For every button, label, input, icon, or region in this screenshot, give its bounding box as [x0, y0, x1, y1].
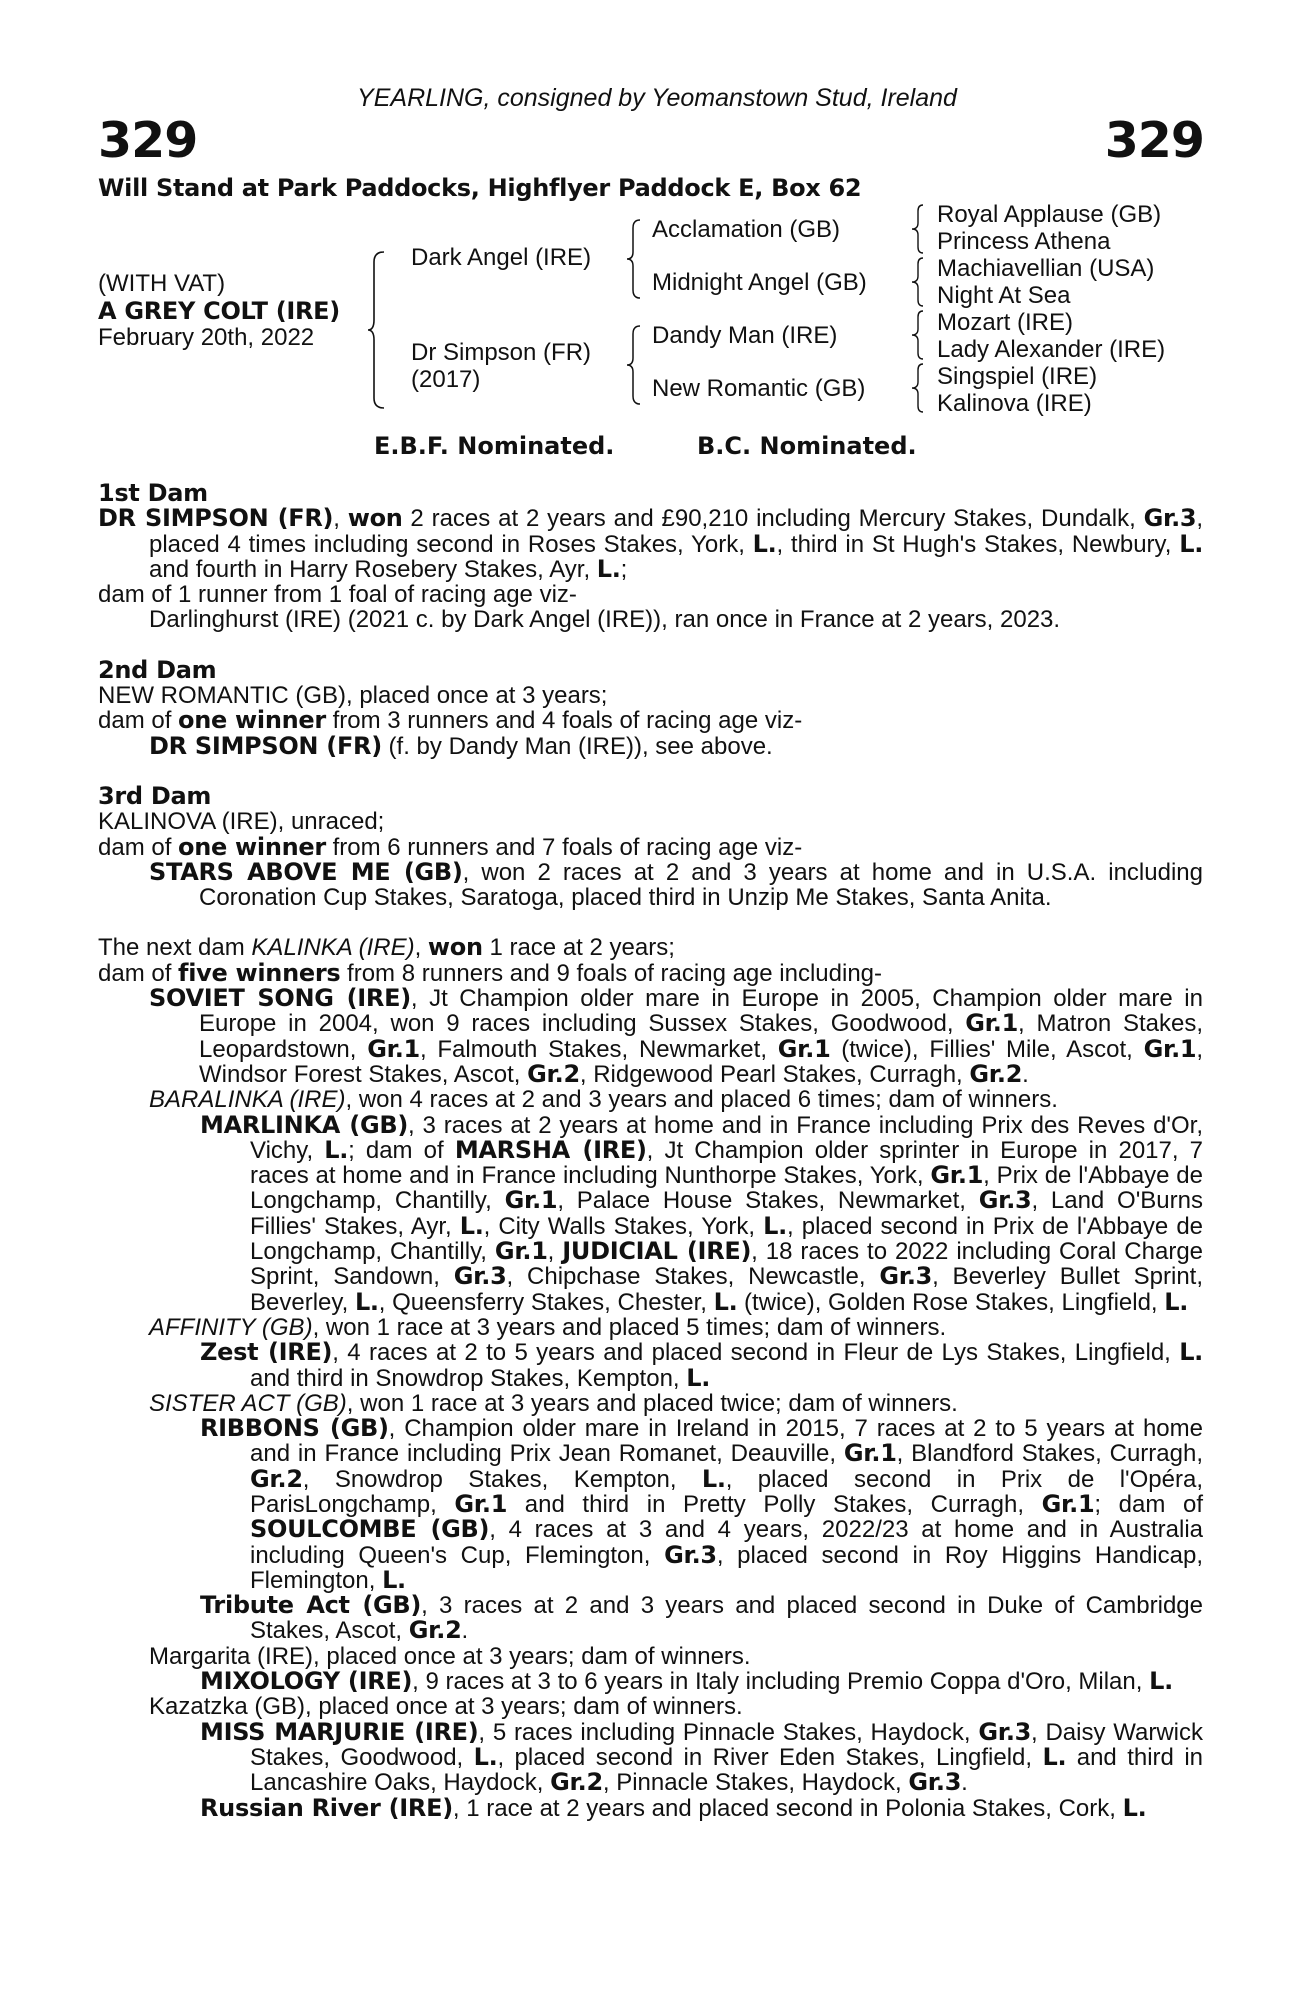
sds: Machiavellian (USA): [937, 255, 1155, 282]
second-dam-entry: NEW ROMANTIC (GB), placed once at 3 years;: [98, 682, 608, 710]
lot-name: A GREY COLT (IRE): [98, 297, 340, 325]
brace-7: [912, 362, 926, 414]
produce-margarita: Margarita (IRE), placed once at 3 years; dam of winners.: [149, 1642, 751, 1670]
third-dam-heading: 3rd Dam: [98, 781, 212, 810]
stabling-location: Will Stand at Park Paddocks, Highflyer Paddock E, Box 62: [98, 174, 862, 202]
dds: Singspiel (IRE): [937, 363, 1098, 390]
produce-mixology: MIXOLOGY (IRE), 9 races at 3 to 6 years in Italy including Premio Coppa d'Oro, Milan, L.: [200, 1667, 1173, 1696]
produce-soviet-song: SOVIET SONG (IRE), Jt Champion older mare in Europe in 2005, Champion older mare in Europe in 2004, won 9 races including Sussex Stakes, Goodwood, Gr.1, Matron Stakes, Leopardstown, Gr.1, Falmouth Stakes, Newmarket, Gr.1 (twice), Fillies' Mile, Ascot, Gr.1, Windsor Forest Stakes, Ascot, Gr.2, Ridgewood Pearl Stakes, Curragh, Gr.2.: [149, 984, 1203, 1088]
sire-dam: Midnight Angel (GB): [652, 269, 867, 296]
brace-6: [912, 309, 926, 361]
sire: Dark Angel (IRE): [411, 244, 592, 271]
produce-affinity: AFFINITY (GB), won 1 race at 3 years and placed 5 times; dam of winners.: [149, 1313, 947, 1341]
produce-marlinka: MARLINKA (GB), 3 races at 2 years at home and in France including Prix des Reves d'Or, Vichy, L.; dam of MARSHA (IRE), Jt Champion older sprinter in Europe in 2017, 7 races at home and in France including Nunthorpe Stakes, York, Gr.1, Prix de l'Abbaye de Longchamp, Chantilly, Gr.1, Palace House Stakes, Newmarket, Gr.3, Land O'Burns Fillies' Stakes, Ayr, L., City Walls Stakes, York, L., placed second in Prix de l'Abbaye de Longchamp, Chantilly, Gr.1, JUDICIAL (IRE), 18 races to 2022 including Coral Charge Sprint, Sandown, Gr.3, Chipchase Stakes, Newcastle, Gr.3, Beverley Bullet Sprint, Beverley, L., Queensferry Stakes, Chester, L. (twice), Golden Rose Stakes, Lingfield, L.: [200, 1110, 1204, 1316]
ebf-nomination: E.B.F. Nominated.: [374, 432, 615, 460]
dss: Mozart (IRE): [937, 309, 1074, 336]
first-dam-entry: DR SIMPSON (FR), won 2 races at 2 years and £90,210 including Mercury Stakes, Dundalk, Gr.3, placed 4 times including second in Roses Stakes, York, L., third in St Hugh's Stakes, Newbury, L. and fourth in Harry Rosebery Stakes, Ayr, L.;: [98, 504, 1204, 583]
produce-kazatzka: Kazatzka (GB), placed once at 3 years; dam of winners.: [149, 1693, 743, 1721]
sss: Royal Applause (GB): [937, 201, 1162, 228]
dsd: Lady Alexander (IRE): [937, 336, 1166, 363]
produce-miss-marjurie: MISS MARJURIE (IRE), 5 races including Pinnacle Stakes, Haydock, Gr.3, Daisy Warwick Stakes, Goodwood, L., placed second in River Eden Stakes, Lingfield, L. and third in Lancashire Oaks, Haydock, Gr.2, Pinnacle Stakes, Haydock, Gr.3.: [200, 1717, 1204, 1797]
second-dam-heading: 2nd Dam: [98, 655, 217, 684]
dam-year: (2017): [411, 366, 481, 393]
bc-nomination: B.C. Nominated.: [697, 432, 917, 460]
produce-ribbons: RIBBONS (GB), Champion older mare in Ireland in 2015, 7 races at 2 to 5 years at home and in France including Prix Jean Romanet, Deauville, Gr.1, Blandford Stakes, Curragh, Gr.2, Snowdrop Stakes, Kempton, L., placed second in Prix de l'Opéra, ParisLongchamp, Gr.1 and third in Pretty Polly Stakes, Curragh, Gr.1; dam of SOULCOMBE (GB), 4 races at 3 and 4 years, 2022/23 at home and in Australia including Queen's Cup, Flemington, Gr.3, placed second in Roy Higgins Handicap, Flemington, L.: [200, 1414, 1204, 1594]
next-dam-produce-summary: dam of five winners from 8 runners and 9 foals of racing age including-: [98, 958, 883, 987]
brace-4: [912, 203, 926, 255]
sire-sire: Acclamation (GB): [652, 216, 841, 243]
produce-darlinghurst: Darlinghurst (IRE) (2021 c. by Dark Angel (IRE)), ran once in France at 2 years, 2023.: [149, 606, 1061, 634]
consignment-line: YEARLING, consigned by Yeomanstown Stud, Ireland: [357, 84, 957, 112]
produce-zest: Zest (IRE), 4 races at 2 to 5 years and placed second in Fleur de Lys Stakes, Lingfield, L. and third in Snowdrop Stakes, Kempton, L.: [200, 1338, 1203, 1392]
brace-1: [368, 250, 388, 410]
ddd: Kalinova (IRE): [937, 390, 1092, 417]
vat-note: (WITH VAT): [98, 270, 226, 297]
second-dam-produce-summary: dam of one winner from 3 runners and 4 foals of racing age viz-: [98, 706, 803, 735]
brace-2: [627, 218, 643, 300]
third-dam-entry: KALINOVA (IRE), unraced;: [98, 808, 385, 836]
ssd: Princess Athena: [937, 228, 1111, 255]
produce-stars-above-me: STARS ABOVE ME (GB), won 2 races at 2 and 3 years at home and in U.S.A. including Coronation Cup Stakes, Saratoga, placed third in Unzip Me Stakes, Santa Anita.: [149, 857, 1203, 912]
foaling-date: February 20th, 2022: [98, 324, 315, 351]
produce-sister-act: SISTER ACT (GB), won 1 race at 3 years and placed twice; dam of winners.: [149, 1389, 958, 1417]
lot-number-right: 329: [1104, 112, 1204, 169]
produce-tribute-act: Tribute Act (GB), 3 races at 2 and 3 years and placed second in Duke of Cambridge Stakes, Ascot, Gr.2.: [200, 1591, 1203, 1645]
produce-russian-river: Russian River (IRE), 1 race at 2 years and placed second in Polonia Stakes, Cork, L.: [200, 1793, 1147, 1822]
sdd: Night At Sea: [937, 282, 1071, 309]
produce-baralinka: BARALINKA (IRE), won 4 races at 2 and 3 years and placed 6 times; dam of winners.: [149, 1086, 1058, 1114]
produce-dr-simpson: DR SIMPSON (FR) (f. by Dandy Man (IRE)), see above.: [149, 731, 773, 760]
dam-sire: Dandy Man (IRE): [652, 322, 838, 349]
dam: Dr Simpson (FR): [411, 339, 592, 366]
lot-number-left: 329: [98, 112, 198, 169]
first-dam-heading: 1st Dam: [98, 479, 208, 507]
first-dam-produce-summary: dam of 1 runner from 1 foal of racing age viz-: [98, 581, 577, 609]
brace-5: [912, 256, 926, 308]
next-dam-entry: The next dam KALINKA (IRE), won 1 race at 2 years;: [98, 933, 675, 962]
third-dam-produce-summary: dam of one winner from 6 runners and 7 foals of racing age viz-: [98, 832, 803, 861]
brace-3: [627, 324, 643, 406]
pedigree-body: [98, 481, 1203, 1821]
dam-dam: New Romantic (GB): [652, 375, 866, 402]
